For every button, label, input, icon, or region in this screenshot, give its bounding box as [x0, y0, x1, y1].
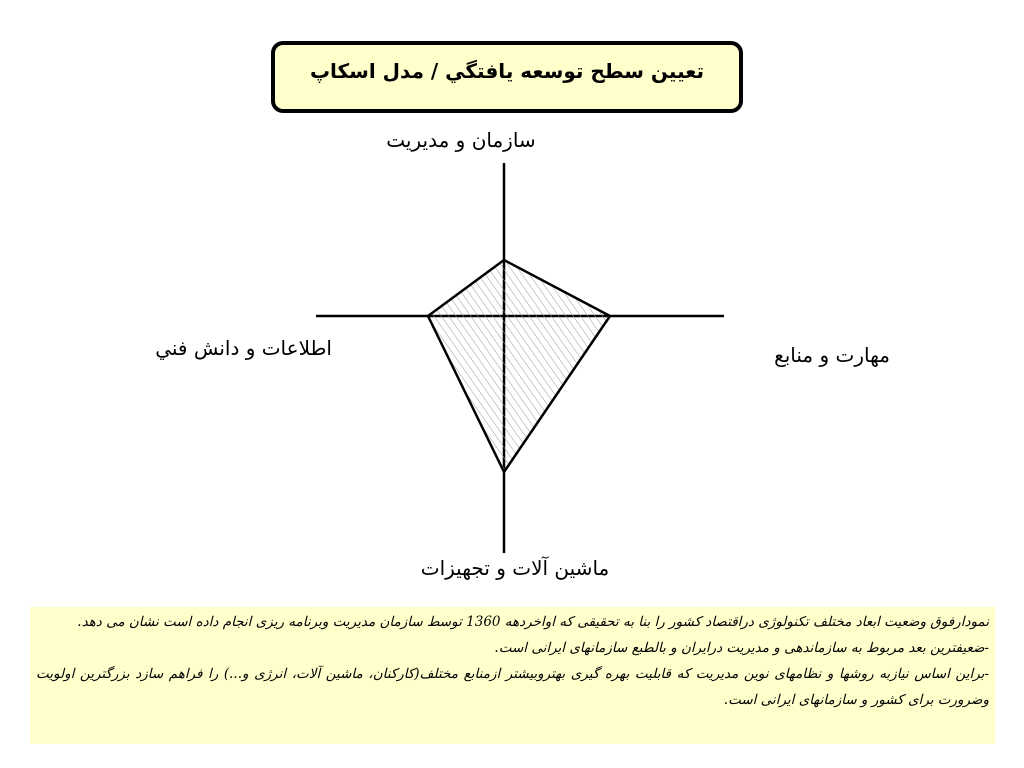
development-polygon: [428, 260, 610, 472]
axis-label-management: سازمان و مديريت: [386, 128, 536, 152]
description-line-3: -براين اساس نيازبه روشها و نظامهای نوين مديريت كه قابليت بهره گيری بهتروبيشتر ازمنابع مختلف(كاركنان، ماشين آلات، انرژی و...) را فراهم سازد بزرگترين اولويت وضرورت برای كشور و سازمانهای ايرانی است.: [36, 666, 989, 708]
axis-label-information: اطلاعات و دانش فني: [155, 336, 332, 360]
axis-label-skills: مهارت و منابع: [774, 343, 890, 367]
axis-label-machinery: ماشين آلات و تجهيزات: [420, 556, 610, 580]
description-line-2: -ضعيفترين بعد مربوط به سازماندهی و مديريت درايران و بالطبع سازمانهای ايرانی است.: [494, 640, 989, 656]
description-line-1: نمودارفوق وضعيت ابعاد مختلف تكنولوژی دراقتصاد كشور را بنا به تحقيقی كه اواخردهه 1360 توسط سازمان مديريت وبرنامه ريزی انجام داده است نشان می دهد.: [77, 614, 989, 630]
description-box: [30, 607, 995, 744]
diagram-title: تعيين سطح توسعه يافتگي / مدل اسكاپ: [309, 59, 705, 83]
